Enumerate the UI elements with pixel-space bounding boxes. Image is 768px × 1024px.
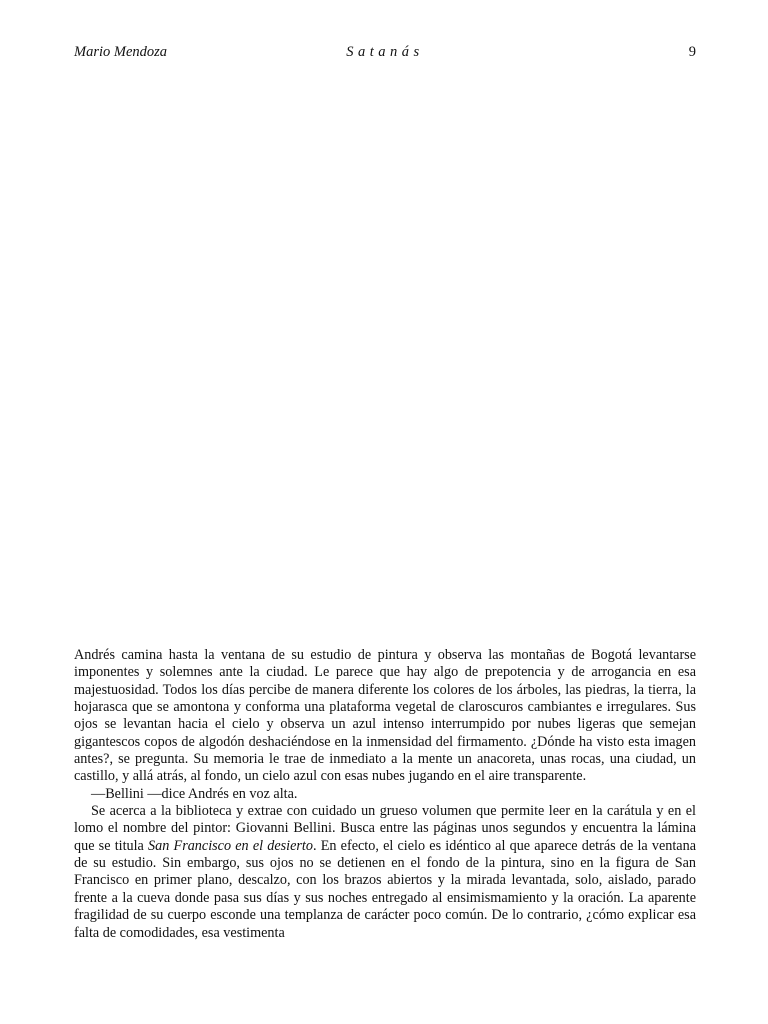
page-number: 9 (688, 44, 696, 60)
running-head-author: Mario Mendoza (74, 44, 168, 60)
paragraph-3 (74, 803, 696, 942)
painting-title: San Francisco en el desierto (148, 837, 313, 854)
body-text (74, 647, 696, 942)
paragraph-3-text-end: . En efecto, el cielo es idéntico al que aparece detrás de la ventana de su estudio. Sin embargo, sus ojos no se detienen en el fondo de la pintura, sino en la figura de San Francisco en primer plano, descalzo, con los brazos abiertos y la mirada levantada, solo, aislado, parado frente a la cueva donde pasa sus días y sus noches entregado al ensimismamiento y la oración. La aparente fragilidad de su cuerpo esconde una templanza de carácter poco común. De lo contrario, ¿cómo explicar esa falta de comodidades, esa vestimenta (74, 837, 696, 941)
paragraph-3-text-start: Se acerca a la biblioteca y extrae con cuidado un grueso volumen que permite leer en la carátula y en el lomo el nombre del pintor: Giovanni Bellini. Busca entre las páginas unos segundos y encuentra la lámina que se titula (74, 803, 696, 854)
running-head-title: Satanás (346, 44, 424, 60)
page-header (74, 42, 696, 62)
paragraph-1: Andrés camina hasta la ventana de su estudio de pintura y observa las montañas de Bogotá levantarse imponentes y solemnes ante la ciudad. Le parece que hay algo de prepotencia y de arrogancia en esa majestuosidad. Todos los días percibe de manera diferente los colores de los árboles, las piedras, la tierra, la hojarasca que se amontona y conforma una plataforma vegetal de claroscuros cambiantes e irregulares. Sus ojos se levantan hacia el cielo y observa un azul intenso interrumpido por nubes ligeras que semejan gigantescos copos de algodón deshaciéndose en la inmensidad del firmamento. ¿Dónde ha visto esta imagen antes?, se pregunta. Su memoria le trae de inmediato a la mente un anacoreta, unas rocas, una ciudad, un castillo, y allá atrás, al fondo, un cielo azul con esas nubes jugando en el aire transparente. (74, 647, 696, 785)
paragraph-2-dialogue: —Bellini —dice Andrés en voz alta. (91, 785, 298, 802)
